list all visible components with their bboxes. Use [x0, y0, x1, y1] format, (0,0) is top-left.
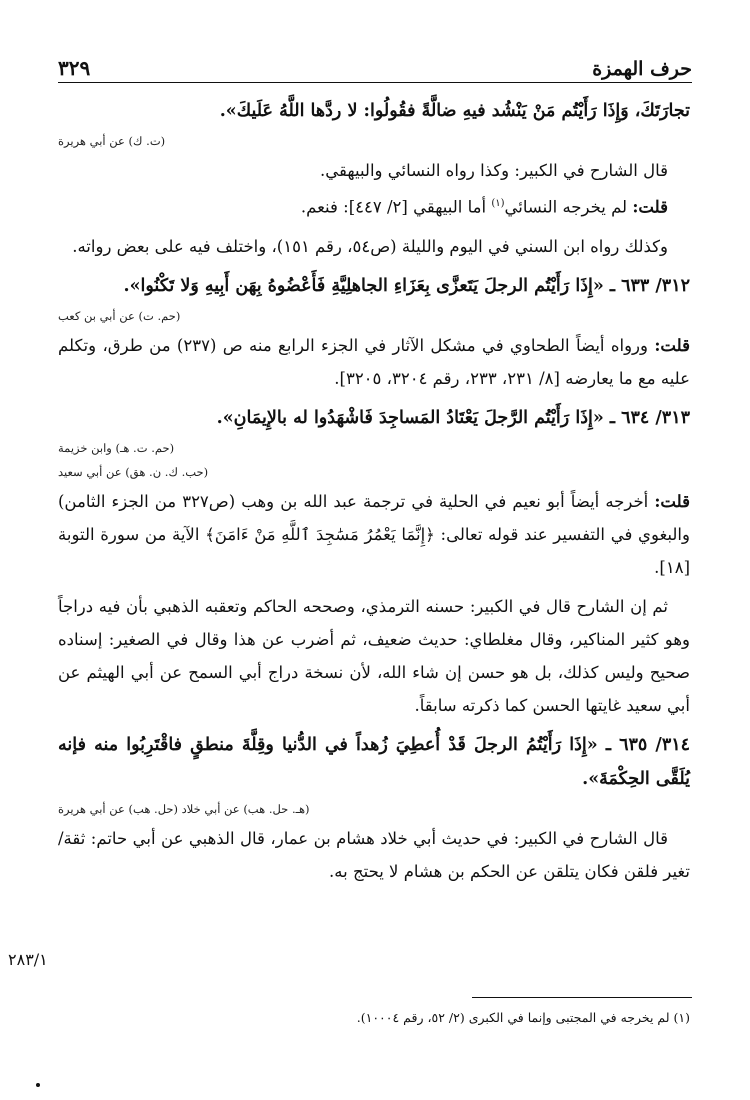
qult-paragraph: قلت: لم يخرجه النسائي$^{(١)}$ أما البيهقي [٢/ ٤٤٧]: فنعم. [300, 197, 668, 217]
hadith-314: ٣١٤/ ٦٣٥ ـ «إِذَا رَأَيْتُمُ الرجلَ قَدْ أُعطِيَ زُهداً في الدُّنيا وقِلَّةَ منطقٍ فاقْتَرِبُوا منه فإنه يُلَقَّى الحِكْمَةَ». [58, 734, 691, 789]
header-rule [58, 82, 692, 83]
hadith-source: (حم. ت. هـ) وابن خزيمة [58, 440, 175, 455]
page-number: ٣٢٩ [58, 56, 91, 80]
qult-label: قلت: [654, 491, 690, 511]
page-mark-dot [36, 1083, 40, 1087]
qult-label: قلت: [632, 197, 668, 217]
page-body [58, 94, 690, 888]
hadith-source: (ت. ك) عن أبي هريرة [58, 134, 166, 148]
qult-paragraph: قلت: أخرجه أيضاً أبو نعيم في الحلية في ترجمة عبد الله بن وهب (ص٣٢٧ من الجزء الثامن) والبغوي في التفسير عند قوله تعالى: ﴿إِنَّمَا يَعْمُرُ مَسَٰجِدَ ٱللَّهِ مَنْ ءَامَنَ﴾ الآية من سورة التوبة [١٨]. [58, 491, 690, 577]
hadith-source: (هـ. حل. هب) عن أبي خلاد (حل. هب) عن أبي هريرة [58, 801, 310, 816]
hadith-312: ٣١٢/ ٦٣٣ ـ «إِذَا رَأَيْتُم الرجلَ يَتَعزَّى بِعَزَاءِ الجاهلِيَّةِ فَأَعْضُوهُ بِهَن أَبِيهِ وَلا تَكْنُوا». [123, 275, 690, 296]
commentary-paragraph: قال الشارح في الكبير: في حديث أبي خلاد هشام بن عمار، قال الذهبي عن أبي حاتم: ثقة/ تغير فلقن فكان يتلقن عن الحكم بن هشام لا يحتج به. [58, 828, 690, 881]
running-title: حرف الهمزة [592, 58, 692, 80]
hadith-continuation: تجارَتَكَ، وَإِذَا رَأَيْتُم مَنْ يَنْشُد فيهِ ضالَّةً فقُولُوا: لا ردَّها اللَّهُ عَلَيكَ». [219, 101, 690, 121]
footnote-marker: (١) [491, 198, 505, 209]
footnote: (١) لم يخرجه في المجتبى وإنما في الكبرى (٢/ ٥٢، رقم ١٠٠٠٤). [356, 1010, 690, 1025]
footnote-rule [472, 997, 692, 998]
margin-reference: ٢٨٣/١ [8, 950, 48, 969]
commentary-paragraph: ثم إن الشارح قال في الكبير: حسنه الترمذي، وصححه الحاكم وتعقبه الذهبي بأن فيه دراجاً وهو كثير المناكير، وقال مغلطاي: حديث ضعيف، ثم أضرب عن هذا وقال في الصغير: إسناده صحيح وليس كذلك، بل هو حسن إن شاء الله، لأن نسخة دراج أبي السمح عن أبي الهيثم عن أبي سعيد غايتها الحسن كما ذكرته سابقاً. [58, 596, 690, 715]
hadith-313: ٣١٣/ ٦٣٤ ـ «إِذَا رَأَيْتُم الرَّجلَ يَعْتَادُ المَساجِدَ فَاشْهَدُوا له بالإِيمَانِ». [216, 407, 690, 428]
commentary-paragraph: قال الشارح في الكبير: وكذا رواه النسائي والبيهقي. [320, 161, 668, 180]
qult-label: قلت: [654, 335, 690, 355]
hadith-source: (حب. ك. ن. هق) عن أبي سعيد [58, 464, 209, 479]
commentary-paragraph: وكذلك رواه ابن السني في اليوم والليلة (ص٥٤، رقم ١٥١)، واختلف فيه على بعض رواته. [72, 236, 668, 256]
qult-paragraph: قلت: ورواه أيضاً الطحاوي في مشكل الآثار في الجزء الرابع منه ص (٢٣٧) من طرق، وتكلم عليه مع ما يعارضه [٨/ ٢٣١، ٢٣٣، رقم ٣٢٠٤، ٣٢٠٥]. [58, 335, 690, 388]
page-header [58, 54, 692, 80]
hadith-source: (حم. ت) عن أبي بن كعب [58, 308, 181, 323]
